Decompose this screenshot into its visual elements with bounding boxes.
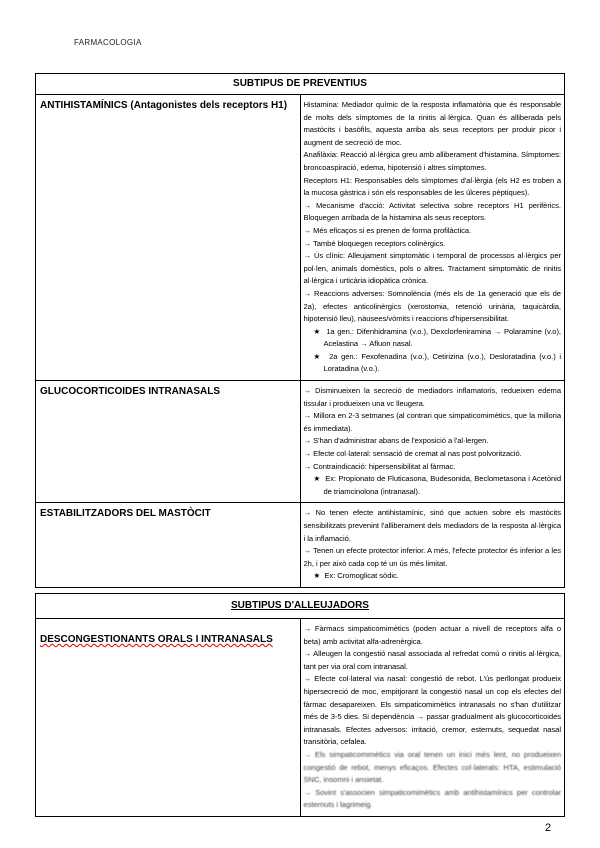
page-number: 2: [545, 822, 552, 834]
bullet-item: ★ Ex: Cromoglicat sòdic.: [313, 571, 399, 581]
bullet-item: ★ 2a gen.: Fexofenadina (v.o.), Cetirizina (v.o.), Desloratadina (v.o.) i Loratadina (v.o.).: [313, 351, 561, 374]
text-line: Anafilàxia: Reacció al·lèrgica greu amb alliberament d'histamina. Símptomes: broncoaspiració, edema, hipotensió i altres símptomes.: [303, 150, 561, 172]
text-line: → Millora en 2-3 setmanes (al contrari que simpaticomimètics, que la milloria és immediata).: [303, 411, 561, 433]
alleujadors-table: [35, 593, 565, 817]
table-row: [36, 503, 565, 588]
estabilitzadors-label: ESTABILITZADORS DEL MASTÒCIT: [36, 503, 301, 588]
text-line: → No tenen efecte antihistamínic, sinó que actuen sobre els mastòcits sensibilitzats prevenint l'alliberament dels mediadors de la resposta al·lèrgica i la inflamació.: [303, 508, 561, 543]
antihistaminics-label: ANTIHISTAMÍNICS (Antagonistes dels receptors H1): [36, 95, 301, 381]
preventius-title: SUBTIPUS DE PREVENTIUS: [36, 74, 565, 95]
text-line: → Tenen un efecte protector inferior. A més, l'efecte protector és inferior a les 2h, i per això cada cop té un ús més limitat.: [303, 546, 561, 568]
table-row: [36, 381, 565, 503]
text-line: → També bloquegen receptors colinèrgics.: [303, 238, 446, 248]
document-header: FARMACOLOGIA: [74, 38, 142, 47]
text-line: → Mecanisme d'acció: Activitat selectiva sobre receptors H1 perifèrics. Bloquegen arribada de la histamina als seus receptors.: [303, 200, 561, 223]
text-line: → Sovint s'associen simpaticomimètics amb antihistamínics per controlar esternuts i lagrimeig.: [303, 787, 561, 810]
text-line: → Els simpaticomimètics via oral tenen un inici més lent, no produeixen congestió de rebot, menys eficaços. Efectes col·laterals: HTA, estimulació SNC, insomni i ansietat.: [303, 749, 561, 785]
table-row: [36, 95, 565, 381]
text-line: → S'han d'administrar abans de l'exposició a l'al·lergen.: [303, 436, 489, 446]
bullet-item: ★ 1a gen.: Difenhidramina (v.o.), Dexclorfeniramina → Polaramine (v.o), Acelastina → Afluon nasal.: [313, 326, 561, 349]
text-line: → Efecte col·lateral via nasal: congestió de rebot. L'ús perllongat produeix hipersecreció de moc, empitjorant la congestió nasal un cop els efectes del fàrmac desapareixen. Els simpaticomimètics intranasals no s'han d'utilitzar més de 3-5 dies. Si dependència → passar gradualment als glucocorticoides intranasals. Efectes adversos: irritació, cremor, esternuts, sequedat nasal transitòria, cefalea.: [303, 674, 561, 747]
text-line: → Fàrmacs simpaticomimètics (poden actuar a nivell de receptors alfa o beta) amb activitat alfa-adrenèrgica.: [303, 624, 561, 646]
text-line: → Efecte col·lateral: sensació de cremat al nas post polvorització.: [303, 449, 522, 459]
star-icon: ★: [313, 474, 321, 484]
preventius-table: [35, 73, 565, 588]
table-row: [36, 619, 565, 817]
descongestionants-content: [300, 619, 565, 817]
text-line: → Ús clínic: Alleujament simptomàtic i temporal de processos al·lèrgics per pol·len, animals domèstics, pols o altres. Tractament simptomàtic de rinitis al·lèrgica i urticària idiopàtica crònica.: [303, 251, 561, 286]
text-line: Histamina: Mediador químic de la resposta inflamatòria que és responsable de molts dels símptomes de la rinitis al·lèrgica. Quan és alliberada pels mastòcits i basòfils, aquesta arriba als seus receptors per produir picor i augment de secreció de moc.: [303, 100, 561, 147]
alleujadors-title: SUBTIPUS D'ALLEUJADORS: [36, 594, 565, 619]
star-icon: ★: [313, 351, 322, 361]
antihistaminics-content: [300, 95, 565, 381]
text-line: Receptors H1: Responsables dels símptomes d'al·lèrgia (els H2 es troben a la mucosa gàstrica i són els responsables de les úlceres pèptiques).: [303, 175, 561, 198]
text-line: → Reaccions adverses: Somnolència (més els de 1a generació que els de 2a), efectes anticolinèrgics (xerostomia, retenció urinària, taquicàrdia, hipotensió lleu), nàusees/vòmits i reaccions d'hipersensibilitat.: [303, 288, 561, 324]
text-line: → Més eficaços si es prenen de forma profilàctica.: [303, 225, 472, 235]
text-line: → Alleugen la congestió nasal associada al refredat comú o rinitis al·lèrgica, tant per via oral com intranasal.: [303, 649, 561, 671]
bullet-item: ★ Ex: Propionato de Fluticasona, Budesonida, Beclometasona i Acetònid de triamcinolona (intranasal).: [313, 474, 561, 496]
star-icon: ★: [313, 571, 321, 581]
text-line: → Contraindicació: hipersensibilitat al fàrmac.: [303, 461, 456, 471]
descongestionants-label: DESCONGESTIONANTS ORALS I INTRANASALS: [36, 619, 301, 817]
glucocorticoides-label: GLUCOCORTICOIDES INTRANASALS: [36, 381, 301, 503]
text-line: → Disminueixen la secreció de mediadors inflamatoris, redueixen edema tissular i produeixen una vc lleugera.: [303, 386, 561, 408]
estabilitzadors-content: [300, 503, 565, 588]
glucocorticoides-content: [300, 381, 565, 503]
star-icon: ★: [313, 326, 321, 336]
